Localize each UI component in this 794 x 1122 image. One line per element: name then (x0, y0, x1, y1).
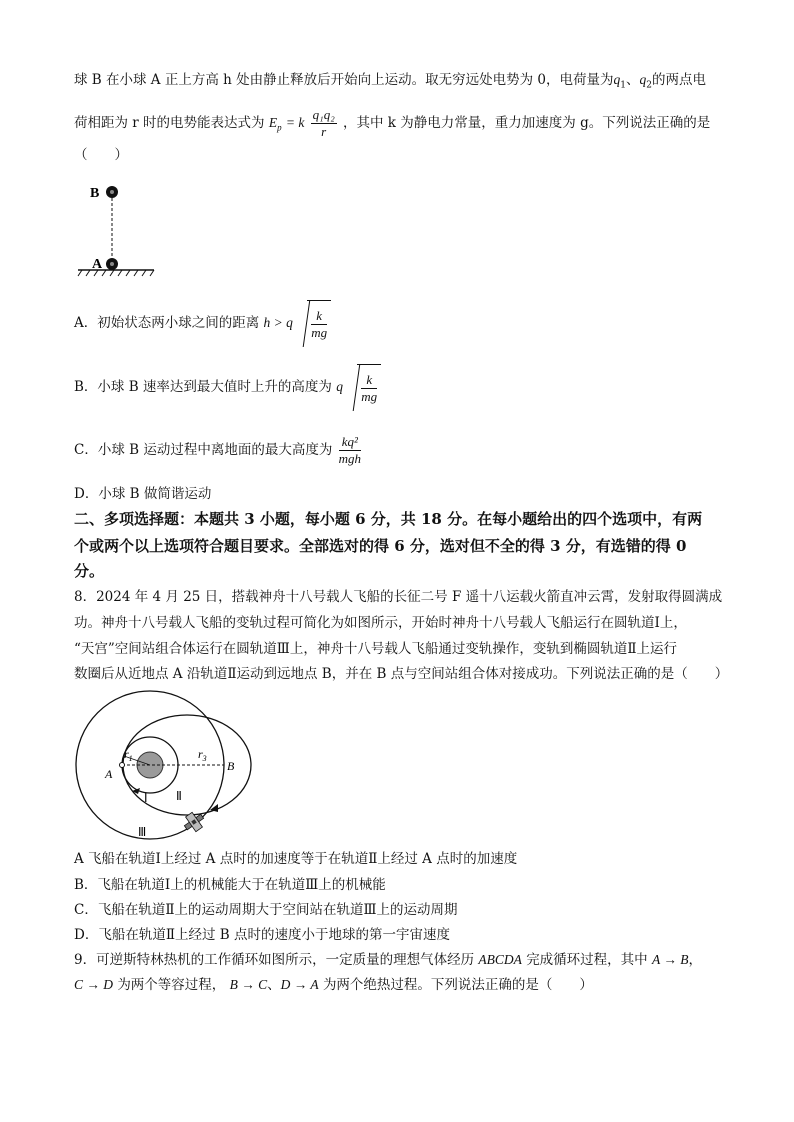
point-a-marker (120, 763, 125, 768)
q8-stem-line2: 功。神舟十八号载人飞船的变轨过程可简化为如图所示，开始时神舟十八号载人飞船运行在圆轨道Ⅰ上， (74, 615, 687, 631)
max-height-fraction: $\frac{\text{kq²}}{\text{mgh}}$ (338, 434, 362, 466)
q7-answer-paren: （ ） (74, 147, 128, 163)
q7-option-a: A．初始状态两小球之间的距离 h > q $\frac{k}{mg}$ (74, 300, 724, 346)
sqrt-b: $\frac{k}{mg}$ (347, 364, 381, 411)
point-a-label: A (105, 767, 113, 781)
q8-option-d: D．飞船在轨道Ⅱ上经过 B 点时的速度小于地球的第一宇宙速度 (74, 927, 451, 943)
sqrt-a: $\frac{k}{mg}$ (297, 300, 331, 347)
orbit-1-label: Ⅰ (144, 791, 148, 805)
q8-orbit-figure (72, 690, 252, 845)
potential-energy-fraction: $\frac{\text{q₁q₂}}{r}$ (312, 107, 335, 139)
q7-stem-line2: 荷相距为 r 时的电势能表达式为 $E_p = k$ $\frac{\text{q₁q₂}}{r}$ ，其中 k 为静电力常量，重力加速度为 g。下列说法正确的是 (74, 107, 711, 139)
r1-label: $r_1$ (124, 747, 133, 763)
section2-heading-line3: 分。 (74, 562, 105, 580)
q9-stem-line1: 9．可逆斯特林热机的工作循环如图所示，一定质量的理想气体经历 ABCDA 完成循环过程，其中 A → B， (74, 952, 702, 968)
ball-b-highlight (110, 190, 114, 194)
q8-stem-line3: “天宫”空间站组合体运行在圆轨道Ⅲ上，神舟十八号载人飞船通过变轨操作，变轨到椭圆轨道Ⅱ上运行 (74, 641, 677, 657)
q8-option-a: A 飞船在轨道Ⅰ上经过 A 点时的加速度等于在轨道Ⅱ上经过 A 点时的加速度 (74, 851, 518, 867)
section2-heading-line2: 个或两个以上选项符合题目要求。全部选对的得 6 分，选对但不全的得 3 分，有选错的得 0 (74, 537, 687, 555)
ball-a-highlight (110, 262, 114, 266)
figure-label-b: B (90, 186, 100, 201)
section2-heading-line1: 二、多项选择题：本题共 3 小题，每小题 6 分，共 18 分。在每小题给出的四个选项中，有两 (74, 510, 703, 528)
point-b-label: B (227, 759, 235, 773)
q8-stem-line4: 数圈后从近地点 A 沿轨道Ⅱ运动到远地点 B，并在 B 点与空间站组合体对接成功。下列说法正确的是（ ） (74, 666, 729, 682)
potential-energy-symbol: $E_p$ (268, 115, 282, 133)
q8-stem-line1: 8．2024 年 4 月 25 日，搭载神舟十八号载人飞船的长征二号 F 遥十八运载火箭直冲云霄，发射取得圆满成 (74, 589, 723, 605)
orbit-3-label: Ⅲ (138, 825, 147, 839)
q7-option-b: B．小球 B 速率达到最大值时上升的高度为 q $\frac{k}{mg}$ (74, 364, 724, 410)
q7-stem-line1: 球 B 在小球 A 正上方高 h 处由静止释放后开始向上运动。取无穷远处电势为 0，电荷量为$q_1$、$q_2$的两点电 (74, 72, 706, 91)
figure-label-a: A (92, 257, 103, 272)
q7-option-d: D．小球 B 做简谐运动 (74, 486, 212, 502)
r3-label: $r_3$ (198, 747, 207, 763)
q9-stem-line2: C → D 为两个等容过程， B → C、D → A 为两个绝热过程。下列说法正确的是（ ） (74, 977, 593, 993)
q7-option-c: C．小球 B 运动过程中离地面的最大高度为 $\frac{\text{kq²}}{\text{mgh}}$ (74, 434, 362, 466)
q8-option-b: B．飞船在轨道Ⅰ上的机械能大于在轨道Ⅲ上的机械能 (74, 877, 386, 893)
q7-figure (74, 178, 164, 278)
orbit-2-label: Ⅱ (176, 789, 182, 803)
q8-option-c: C．飞船在轨道Ⅱ上的运动周期大于空间站在轨道Ⅲ上的运动周期 (74, 902, 458, 918)
ground-hatching (78, 270, 154, 276)
